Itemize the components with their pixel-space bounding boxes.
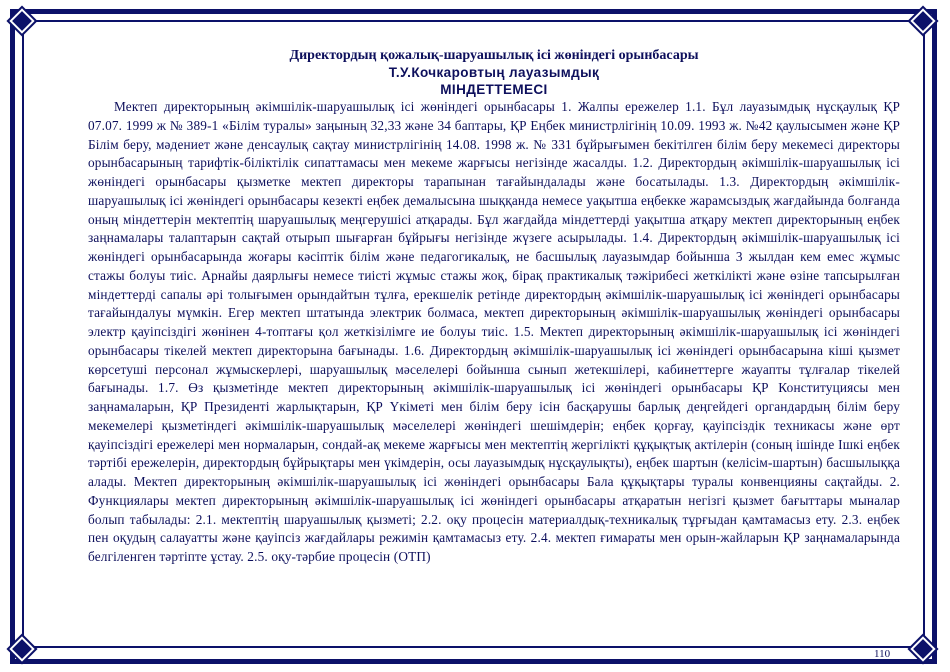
document-body-text: Мектеп директорының әкімшілік-шаруашылық ісі жөніндегі орынбасары 1. Жалпы ережелер 1.1. Бұл лауазымдық нұсқаулық ҚР 07.07. 1999 ж № 389-1 «Білім туралы» заңының 32,33 және 34 баптары, ҚР Еңбек министрлігінің 10.09. 1993 ж. №42 қаулысымен және ҚР Білім беру, мәдениет және денсаулық сақтау министрлігінің 14.08. 1998 ж. № 331 бұйрығымен бекітілген білім беру мекемесі директоры орынбасарының тарифтік-біліктілік сипаттамасы мен мекеме жарғысы негізінде жасалды. 1.2. Директордың әкімшілік-шаруашылық ісі жөніндегі орынбасары қызметке мектеп директоры тарапынан тағайындалады және босатылады. 1.3. Директордың әкімшілік-шаруашылық ісі жөніндегі орынбасары кезекті еңбек демалысына шыққанда немесе уақытша еңбекке жарамсыздық жағдайында болғанда оның міндеттерін мектептің шаруашылық меңгерушісі атқарады. Бұл жағдайда міндеттерді уақытша атқару мектеп директорының еңбек заңнамалары талаптарын сақтай отырып шығарған бұйрығы негізінде жүзеге асырылады. 1.4. Директордың әкімшілік-шаруашылық ісі жөніндегі орынбасарында жоғары кәсіптік білім және педагогикалық, не басшылық лауазымдар бойынша 3 жылдан кем емес жұмыс стажы болуы тиіс. Арнайы даярлығы немесе тиісті жұмыс стажы жоқ, бірақ практикалық тәжірибесі жеткілікті және өзіне тапсырылған міндеттерді сапалы әрі толығымен орындайтын тұлға, ерекшелік ретінде директордың әкімшілік-шаруашылық ісі жөніндегі орынбасары тағайындалуы мүмкін. Егер мектеп штатында электрик болмаса, мектеп директорының әкімшілік-шаруашылық жөніндегі орынбасары электр қауіпсіздігі жөнінен 4-топтағы қол жеткізілімге ие болуы тиіс. 1.5. Мектеп директорының әкімшілік-шаруашылық ісі жөніндегі орынбасары тікелей мектеп директорына бағынады. 1.6. Директордың әкімшілік-шаруашылық ісі жөніндегі орынбасарына кіші қызмет көрсетуші персонал жұмыскерлері, шаруашылық мәселелері бойынша сынып жетекшілері, кабинеттерге жауапты тұлғалар тікелей бағынады. 1.7. Өз қызметінде мектеп директорының әкімшілік-шаруашылық ісі жөніндегі орынбасары ҚР Конституциясы мен заңнамаларын, ҚР Президенті жарлықтарын, ҚР Үкіметі мен білім беру ісін басқарушы барлық деңгейдегі органдардың білім беру мекемелері қызметіндегі әкімшілік-шаруашылық мәселелері жөніндегі шешімдерін; еңбек қорғау, қауіпсіздік техникасы және өрт қауіпсіздігі ережелері мен нормаларын, сондай-ақ мекеме жарғысы мен мектептің жергілікті құқықтық актілерін (соның ішінде Ішкі еңбек тәртібі ережелерін, директордың бұйрықтары мен үкімдерін, осы лауазымдық нұсқаулықты), еңбек шартын (келісім-шартын) басшылыққа алады. Мектеп директорының әкімшілік-шаруашылық ісі жөніндегі орынбасары Бала құқықтары туралы конвенцияны сақтайды. 2. Функциялары мектеп директорының әкімшілік-шаруашылық ісі жөніндегі орынбасары атқаратын негізгі қызмет бағыттары мыналар болып табылады: 2.1. мектептің шаруашылық қызметі; 2.2. оқу процесін материалдық-техникалық тұрғыдан қамтамасыз ету. 2.3. еңбек пен оқудың салауатты және қауіпсіз жағдайлары режимін қамтамасыз ету. 2.4. мектеп ғимараты мен орын-жайларын ҚР заңнамаларында белгіленген тәртіпте ұстау. 2.5. оқу-тәрбие процесін (ОТП) [88,99,900,564]
document-title-line1: Директордың қожалық-шаруашылық ісі жөніндегі орынбасары [289,48,699,63]
document-title-line2: Т.У.Кочкаровтың лауазымдық [388,65,600,80]
page-number: 110 [874,648,891,660]
document-content [88,47,900,567]
document-title-line3: МІНДЕТТЕМЕСІ [440,82,548,97]
